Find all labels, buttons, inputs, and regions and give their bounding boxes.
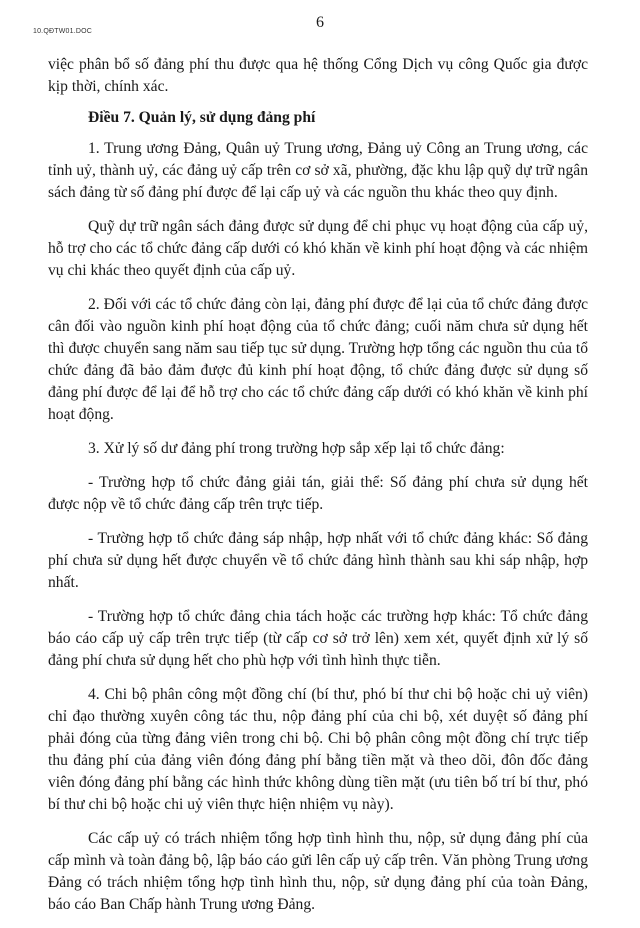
paragraph-2: Quỹ dự trữ ngân sách đảng được sử dụng để chi phục vụ hoạt động của cấp uỷ, hỗ trợ cho các tổ chức đảng cấp dưới có khó khăn về kinh phí hoạt động và các nhiệm vụ chi khác theo quyết định của cấp uỷ. [48,218,588,279]
paragraph-6: - Trường hợp tổ chức đảng sáp nhập, hợp nhất với tổ chức đảng khác: Số đảng phí chưa sử dụng hết được chuyển về tổ chức đảng hình thành sau khi sáp nhập, hợp nhất. [48,530,588,591]
paragraph-8: 4. Chi bộ phân công một đồng chí (bí thư, phó bí thư chi bộ hoặc chi uỷ viên) chỉ đạo thường xuyên công tác thu, nộp đảng phí của chi bộ, xét duyệt số đảng phí phải đóng của từng đảng viên trong chi bộ. Chi bộ phân công một đồng chí trực tiếp thu đảng phí của đảng viên đóng đảng phí bằng tiền mặt và theo dõi, đôn đốc đảng viên đóng đảng phí bằng các hình thức không dùng tiền mặt (ưu tiên bố trí bí thư, phó bí thư chi bộ hoặc chi uỷ viên thực hiện nhiệm vụ này). [48,686,588,813]
paragraph-9: Các cấp uỷ có trách nhiệm tổng hợp tình hình thu, nộp, sử dụng đảng phí của cấp mình và toàn đảng bộ, lập báo cáo gửi lên cấp uỷ cấp trên. Văn phòng Trung ương Đảng có trách nhiệm tổng hợp tình hình thu, nộp, sử dụng đảng phí của toàn Đảng, báo cáo Ban Chấp hành Trung ương Đảng. [48,830,588,913]
paragraph-1: 1. Trung ương Đảng, Quân uỷ Trung ương, Đảng uỷ Công an Trung ương, các tỉnh uỷ, thành uỷ, các đảng uỷ cấp trên cơ sở xã, phường, đặc khu lập quỹ dự trữ ngân sách đảng từ số đảng phí được để lại cấp uỷ và các nguồn thu khác theo quy định. [48,140,588,201]
paragraph-7: - Trường hợp tổ chức đảng chia tách hoặc các trường hợp khác: Tổ chức đảng báo cáo cấp uỷ cấp trên trực tiếp (từ cấp cơ sở trở lên) xem xét, quyết định xử lý số đảng phí chưa sử dụng hết cho phù hợp với tình hình thực tiễn. [48,608,588,669]
paragraph-3: 2. Đối với các tổ chức đảng còn lại, đảng phí được để lại của tổ chức đảng được cân đối vào nguồn kinh phí hoạt động của tổ chức đảng; cuối năm chưa sử dụng hết thì được chuyển sang năm sau tiếp tục sử dụng. Trường hợp tổng các nguồn thu của tổ chức đảng đã bảo đảm được đủ kinh phí hoạt động, tổ chức đảng được sử dụng số đảng phí được để lại để hỗ trợ cho các tổ chức đảng cấp dưới có khó khăn về kinh phí hoạt động. [48,296,588,423]
page-number: 6 [316,14,324,31]
article-title: Điều 7. Quản lý, sử dụng đảng phí [88,109,316,126]
file-code: 10.QĐTW01.DOC [33,28,92,35]
document-body [48,54,588,928]
paragraph-4: 3. Xử lý số dư đảng phí trong trường hợp sắp xếp lại tổ chức đảng: [88,440,505,457]
intro-paragraph: việc phân bổ số đảng phí thu được qua hệ thống Cổng Dịch vụ công Quốc gia được kịp thời, chính xác. [48,56,588,95]
paragraph-5: - Trường hợp tổ chức đảng giải tán, giải thể: Số đảng phí chưa sử dụng hết được nộp về tổ chức đảng cấp trên trực tiếp. [48,474,588,513]
